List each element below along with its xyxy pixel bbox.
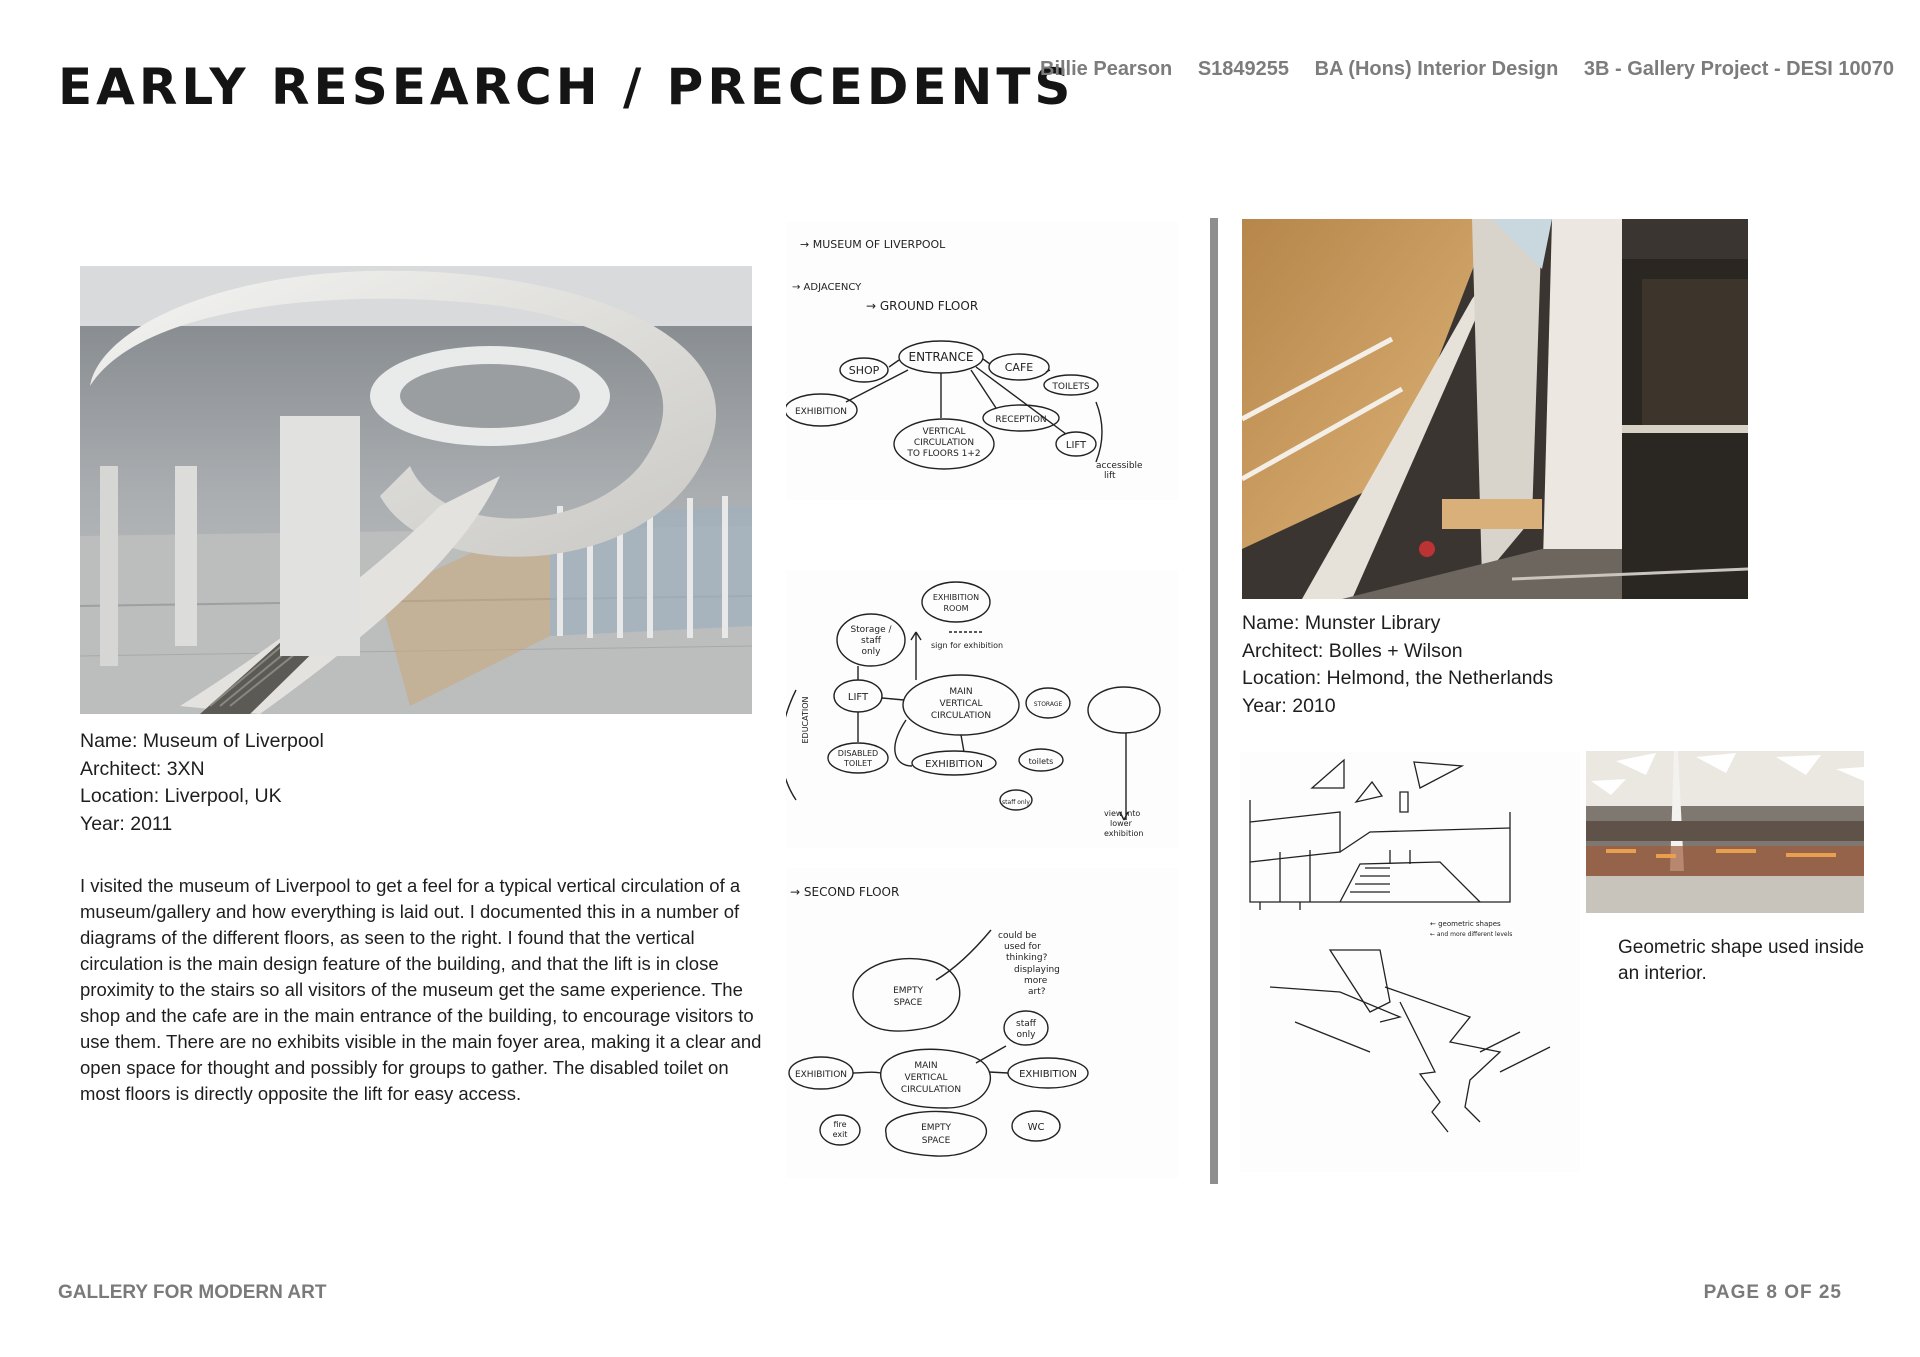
- node-main-1: MAIN: [914, 1061, 938, 1071]
- node-exhibition: EXHIBITION: [794, 407, 848, 417]
- note-view-1: view into: [1104, 809, 1141, 818]
- node-exhibition-left: EXHIBITION: [794, 1070, 848, 1080]
- munster-name: Name: Munster Library: [1242, 612, 1441, 634]
- note-sign: sign for exhibition: [931, 641, 1004, 650]
- node-fire-1: fire: [833, 1120, 847, 1129]
- node-exhibition-right: EXHIBITION: [1019, 1069, 1077, 1080]
- node-storage-small: STORAGE: [1033, 701, 1063, 708]
- node-exhibition-room-1: EXHIBITION: [932, 593, 980, 602]
- node-shop: SHOP: [848, 364, 880, 377]
- note-could-5: more: [1024, 976, 1048, 986]
- liverpool-architect: Architect: 3XN: [80, 757, 205, 780]
- note-could-2: used for: [1004, 942, 1041, 952]
- node-main-2: VERTICAL: [939, 699, 983, 709]
- node-storage-3: only: [861, 647, 881, 657]
- node-education: EDUCATION: [801, 696, 810, 744]
- munster-library-photo: [1242, 219, 1748, 599]
- first-floor-adjacency-sketch: [786, 570, 1178, 848]
- liverpool-description: I visited the museum of Liverpool to get a feel for a typical vertical circulation of a museum/gallery and how everything is laid out. I documented this in a number of diagrams of the different floors, as seen to the right. I found that the vertical circulation is the main design feature of the building, and that the lift is in close proximity to the stairs so all visitors of the museum get the same experience. The shop and the cafe are in the main entrance of the building, to encourage visitors to use them. There are no exhibits visible in the main foyer area, making it a clear and open space for thought and possibly for groups to gather. The disabled toilet on most floors is directly opposite the lift for easy access.: [80, 875, 762, 1104]
- ground-floor-adjacency-sketch: [786, 222, 1178, 500]
- author-name: Billie Pearson: [1040, 58, 1173, 80]
- node-disabled-1: DISABLED: [837, 749, 879, 758]
- course-name: BA (Hons) Interior Design: [1314, 58, 1559, 80]
- node-empty-b-1: EMPTY: [921, 1123, 951, 1133]
- node-exhibition-room-2: ROOM: [943, 604, 969, 613]
- note-accessible-1: accessible: [1096, 461, 1143, 471]
- node-staff-2: only: [1016, 1030, 1036, 1040]
- node-main-3: CIRCULATION: [930, 711, 992, 721]
- node-vertical-1: VERTICAL: [922, 427, 966, 437]
- munster-info: [1242, 610, 1662, 720]
- node-main-2: VERTICAL: [904, 1073, 948, 1083]
- student-id: S1849255: [1197, 58, 1290, 80]
- node-reception: RECEPTION: [995, 415, 1047, 425]
- node-vertical-2: CIRCULATION: [913, 438, 975, 448]
- node-entrance: ENTRANCE: [908, 350, 974, 364]
- note-accessible-2: lift: [1104, 471, 1116, 481]
- node-staff-only: staff only: [1002, 799, 1030, 806]
- note-view-2: lower: [1110, 819, 1132, 828]
- museum-of-liverpool-photo: [80, 266, 752, 714]
- node-empty-b-2: SPACE: [921, 1136, 951, 1146]
- project-name: 3B - Gallery Project - DESI 10070: [1583, 58, 1895, 80]
- node-disabled-2: TOILET: [844, 759, 872, 768]
- liverpool-year: Year: 2011: [80, 812, 173, 835]
- munster-year: Year: 2010: [1242, 694, 1336, 717]
- node-lift: LIFT: [1065, 440, 1087, 451]
- node-vertical-3: TO FLOORS 1+2: [907, 449, 981, 459]
- sketch-floor: → SECOND FLOOR: [790, 885, 900, 899]
- node-toilets: toilets: [1028, 757, 1054, 766]
- node-lift: LIFT: [847, 692, 869, 703]
- geometric-note-1: ← geometric shapes: [1430, 920, 1501, 928]
- sketch-floor: → GROUND FLOOR: [866, 299, 979, 313]
- geometric-note-2: ← and more different levels: [1430, 931, 1513, 938]
- note-could-6: art?: [1028, 987, 1046, 997]
- note-could-4: displaying: [1014, 965, 1060, 975]
- page-title: EARLY RESEARCH / PRECEDENTS: [58, 58, 1075, 116]
- munster-location: Location: Helmond, the Netherlands: [1242, 667, 1554, 689]
- liverpool-location: Location: Liverpool, UK: [80, 785, 282, 807]
- liverpool-name: Name: Museum of Liverpool: [80, 730, 324, 752]
- node-storage-1: Storage /: [850, 625, 892, 635]
- sketch-adjacency: → ADJACENCY: [792, 282, 862, 293]
- geometric-interior-photo: [1586, 751, 1864, 913]
- node-fire-2: exit: [832, 1130, 848, 1139]
- node-staff-1: staff: [1016, 1019, 1036, 1029]
- note-view-3: exhibition: [1104, 829, 1144, 838]
- column-divider: [1210, 218, 1218, 1184]
- node-empty-1: EMPTY: [893, 986, 923, 996]
- page-number: PAGE 8 OF 25: [1703, 1282, 1842, 1303]
- node-cafe: CAFE: [1004, 361, 1034, 374]
- node-main-3: CIRCULATION: [900, 1085, 962, 1095]
- node-toilets: TOILETS: [1052, 382, 1090, 392]
- node-main-1: MAIN: [949, 687, 973, 697]
- node-wc: WC: [1027, 1122, 1045, 1133]
- header-meta: [1040, 58, 1894, 81]
- geometric-caption: Geometric shape used inside an interior.: [1618, 937, 1865, 984]
- second-floor-adjacency-sketch: [786, 868, 1178, 1178]
- note-could-1: could be: [998, 931, 1037, 941]
- note-could-3: thinking?: [1006, 953, 1048, 963]
- footer-project-title: GALLERY FOR MODERN ART: [58, 1282, 327, 1303]
- node-empty-2: SPACE: [893, 998, 923, 1008]
- sketch-title: → MUSEUM OF LIVERPOOL: [800, 238, 946, 251]
- node-storage-2: staff: [861, 636, 881, 646]
- geometric-interior-sketch: [1240, 752, 1580, 1172]
- munster-architect: Architect: Bolles + Wilson: [1242, 639, 1463, 662]
- node-exhibition: EXHIBITION: [925, 759, 983, 770]
- liverpool-info: [80, 728, 680, 838]
